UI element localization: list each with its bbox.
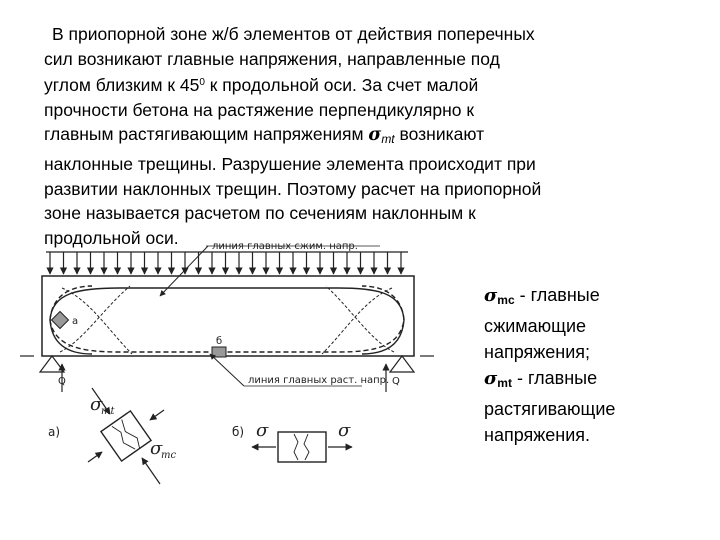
svg-text:б: б [216, 336, 223, 347]
paragraph-line: зоне называется расчетом по сечениям наклонным к [44, 203, 476, 224]
svg-text:σ: σ [90, 394, 103, 415]
legend-item-compressive: $\sigma_{mc}$ - главные [484, 285, 600, 307]
paragraph-line: развитии наклонных трещин. Поэтому расчет на приопорной [44, 178, 542, 199]
paragraph-line: углом близким к $45^0$ к продольной оси. За счет малой [44, 75, 479, 96]
svg-text:а): а) [48, 425, 61, 439]
sigma-symbol: σ [484, 285, 498, 306]
paragraph-line: В приопорной зоне ж/б элементов от действия поперечных [52, 24, 535, 44]
paragraph-line: главным растягивающим напряжениям $\sigma_{mt}$ возникают [44, 124, 485, 147]
legend-text: растягивающие [484, 399, 616, 419]
paragraph-line: продольной оси. [44, 227, 179, 248]
stress-legend [484, 282, 704, 448]
svg-text:mt: mt [101, 406, 115, 417]
compression-trajectory [50, 288, 404, 354]
svg-text:б): б) [232, 425, 245, 439]
end-trajectories [60, 286, 394, 354]
left-support [20, 356, 66, 392]
right-support [386, 356, 434, 392]
svg-text:σ: σ [256, 420, 269, 441]
paragraph-line: прочности бетона на растяжение перпендикулярно к [44, 99, 475, 120]
sigma-symbol: σ [484, 368, 498, 389]
element-a [52, 312, 79, 329]
paragraph-line: сил возникают главные напряжения, направленные под [44, 48, 500, 69]
svg-text:σ: σ [338, 420, 351, 441]
legend-text: сжимающие [484, 316, 587, 336]
legend-text: напряжения. [484, 425, 591, 445]
svg-text:Q: Q [58, 376, 66, 387]
element-b-detail [232, 420, 352, 462]
tension-trajectory [50, 286, 404, 352]
sigma-symbol: σ [368, 125, 382, 146]
tension-line-label: линия главных раст. напр. [248, 375, 390, 386]
svg-text:Q: Q [392, 376, 400, 387]
element-b [212, 336, 226, 357]
legend-text: напряжения; [484, 342, 591, 362]
legend-item-tensile: $\sigma_{mt}$ - главные [484, 368, 598, 390]
element-a-detail [48, 388, 176, 484]
compression-line-label: линия главных сжим. напр. [212, 241, 358, 252]
distributed-load [46, 252, 408, 274]
svg-text:σ: σ [150, 438, 163, 459]
svg-text:а: а [72, 316, 79, 327]
svg-text:mc: mc [161, 450, 177, 461]
paragraph-line: наклонные трещины. Разрушение элемента происходит при [44, 153, 536, 174]
